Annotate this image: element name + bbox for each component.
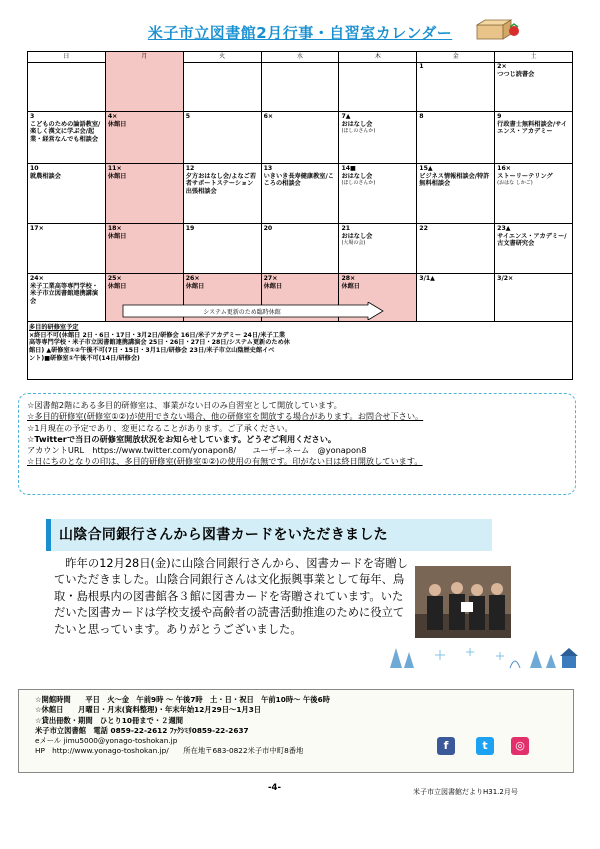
- closed-days-line: ☆休館日 月曜日・月末(資料整理)・年末年始12月29日〜1月3日: [35, 705, 262, 715]
- day-number: 2×: [497, 63, 507, 70]
- day-event: おはなし会: [341, 172, 373, 180]
- weekday-tue: 火: [184, 52, 262, 62]
- calendar-day-cell: [184, 164, 262, 223]
- day-number: 26×: [185, 275, 200, 282]
- day-number: 12: [185, 165, 195, 172]
- weekday-thu: 木: [339, 52, 417, 62]
- day-number: 27×: [263, 275, 278, 282]
- donation-photo: [415, 566, 511, 638]
- calendar-day-cell: [28, 224, 106, 273]
- day-number: 25×: [107, 275, 122, 282]
- calendar-day-cell: [262, 164, 340, 223]
- calendar-day-cell: [339, 112, 417, 163]
- calendar-day-cell: [495, 274, 572, 321]
- room-notes-heading: 多目的研修室予定: [29, 324, 79, 331]
- room-schedule-notes: [29, 324, 569, 363]
- room-notes-line: ント)■研修室①午後不可(14日/研修会): [29, 354, 140, 362]
- calendar-day-cell: [184, 224, 262, 273]
- day-event: 休館日: [341, 282, 360, 290]
- calendar-day-cell: [106, 164, 184, 223]
- day-number: 16×: [497, 165, 511, 172]
- day-event: おはなし会: [341, 232, 373, 240]
- calendar-day-cell: [262, 112, 340, 163]
- day-event: 休館日: [107, 120, 127, 128]
- day-event: 行政書士無料相談会/サイエンス・アカデミー: [497, 120, 568, 136]
- day-number: 22: [419, 225, 428, 232]
- calendar-day-cell: [417, 274, 495, 321]
- day-number: 10: [30, 165, 39, 172]
- calendar-day-cell: [417, 224, 495, 273]
- day-event-note: (ほしのさんか): [341, 180, 376, 187]
- newsletter-source: 米子市立図書館だよりH31.2月号: [413, 788, 518, 796]
- calendar-day-cell: [262, 62, 340, 111]
- page-number: -4-: [268, 783, 281, 793]
- library-info-text: [35, 695, 330, 757]
- event-calendar: [27, 51, 573, 380]
- twitter-icon[interactable]: t: [476, 737, 494, 755]
- day-event: こどものための論語教室/楽しく漢文に学ぶ会/起業・経営なんでも相談会: [30, 120, 101, 143]
- article-banner: 山陰合同銀行さんから図書カードをいただきました: [46, 519, 492, 551]
- weekday-wed: 水: [262, 52, 340, 62]
- hours-line: ☆開館時間 平日 火〜金 午前9時 〜 午後7時 土・日・祝日 午前10時〜 午後6時: [35, 695, 330, 704]
- calendar-day-cell: [106, 112, 184, 163]
- calendar-day-cell: [339, 224, 417, 273]
- day-number: 19: [185, 225, 195, 232]
- info-line: ☆日にちのとなりの印は、多目的研修室(研修室①②)の使用の有無です。印がない日は終日開放しています。: [27, 456, 423, 467]
- homepage-line[interactable]: HP http://www.yonago-toshokan.jp/ 所在地〒683-0822米子市中町8番地: [35, 746, 304, 756]
- day-event: いきいき長寿健康教室/こころの相談会: [263, 172, 334, 188]
- weekday-sun: 日: [28, 52, 106, 62]
- day-event: つつじ読書会: [497, 70, 535, 78]
- weekday-sat: 土: [530, 53, 537, 60]
- info-line: ☆多目的研修室(研修室①②)が使用できない場合、他の研修室を開放する場合があります。お問合せ下さい。: [27, 411, 424, 422]
- calendar-day-cell: [495, 164, 572, 223]
- day-number: 14■: [341, 165, 356, 172]
- day-event: 休館日: [263, 282, 283, 290]
- weekday-fri: 金: [417, 52, 495, 62]
- winter-trees-decoration: [380, 640, 585, 670]
- calendar-day-cell: [28, 274, 106, 321]
- calendar-day-cell: [417, 62, 495, 111]
- email-line[interactable]: eメール jimu5000@yonago-toshokan.jp: [35, 736, 178, 746]
- day-event-note: (おはな しかご): [497, 180, 533, 187]
- day-number: 23▲: [497, 225, 511, 232]
- day-number: 20: [263, 225, 273, 232]
- day-number: 9: [497, 113, 502, 120]
- facebook-icon[interactable]: f: [437, 737, 455, 755]
- calendar-week-row: [28, 112, 572, 164]
- day-number: 3: [30, 113, 35, 120]
- calendar-day-cell: [106, 62, 184, 111]
- day-number: 3/1▲: [419, 275, 435, 282]
- day-number: 24×: [30, 275, 44, 282]
- calendar-week-row: [28, 164, 572, 224]
- instagram-icon[interactable]: ◎: [511, 737, 529, 755]
- twitter-account-line[interactable]: アカウントURL https://www.twitter.com/yonapon8/ ユーザーネーム @yonapon8: [27, 445, 367, 456]
- info-line: ☆Twitterで当日の研修室開放状況をお知らせしています。どうぞご利用ください。: [27, 433, 337, 444]
- calendar-day-cell: [417, 112, 495, 163]
- study-room-info-box: [18, 393, 576, 495]
- room-notes-line: ×終日不可(休館日 2日・6日・17日・3月2日/研修会 16日/米子アカデミー 24日/米子工業: [29, 331, 286, 339]
- phone-line: 米子市立図書館 電話 0859-22-2612 ﾌｧｸｼﾐﾘ0859-22-2637: [35, 725, 249, 735]
- day-event: ビジネス情報相談会/特許無料相談会: [419, 172, 490, 188]
- info-line: ☆1月現在の予定であり、変更になることがあります。ご了承ください。: [27, 422, 293, 433]
- calendar-week-row: [28, 62, 572, 112]
- day-number: 28×: [341, 275, 356, 282]
- library-info-box: [18, 689, 574, 773]
- day-event-note: (ほしのさんか): [341, 128, 376, 135]
- page-title: 米子市立図書館2月行事・自習室カレンダー: [147, 24, 453, 42]
- day-event: 夕方おはなし会/よなご若者サポートステーション出張相談会: [185, 172, 257, 195]
- room-notes-line: 高等専門学校・米子市立図書館連携講演会 25日・26日・27日・28日/システム更新のため休: [29, 339, 290, 347]
- day-number: 3/2×: [497, 275, 514, 282]
- day-event-note: (大場の会): [341, 240, 366, 247]
- day-number: 13: [263, 165, 273, 172]
- day-number: 6×: [263, 113, 274, 120]
- room-notes-line: 館日) ▲研修室①②午後不可(7日・15日・3月1日/研修会 23日/米子市立山陰歴史館イベ: [29, 347, 275, 355]
- day-event: 休館日: [185, 282, 205, 290]
- day-event: 就農相談会: [30, 172, 61, 180]
- calendar-day-cell: [28, 112, 106, 163]
- day-event: 休館日: [107, 172, 127, 180]
- day-event: おはなし会: [341, 120, 373, 128]
- day-number: 18×: [107, 225, 122, 232]
- closure-arrow-label: システム更新のため臨時休館: [203, 309, 281, 316]
- closure-arrow: [122, 302, 384, 320]
- loan-limit-line: ☆貸出冊数・期間 ひとり10冊まで・２週間: [35, 715, 184, 725]
- day-number: 11×: [107, 165, 122, 172]
- gift-box-icon: [475, 19, 519, 41]
- calendar-day-cell: [28, 164, 106, 223]
- day-event: 休館日: [107, 282, 127, 290]
- calendar-day-cell: [417, 164, 495, 223]
- day-number: 7▲: [341, 113, 351, 120]
- day-number: 21: [341, 225, 351, 232]
- day-number: 8: [419, 113, 424, 120]
- calendar-day-cell: [28, 62, 106, 111]
- calendar-day-cell: [495, 112, 572, 163]
- article-body: 昨年の12月28日(金)に山陰合同銀行さんから、図書カードを寄贈していただきました。山陰合同銀行さんは文化振興事業として毎年、鳥取・島根県内の図書館各３館に図書カードを寄贈されています。いただいた図書カードは学校支援や高齢者の読書活動推進のために役立てたいと思っています。ありがとうございました。: [54, 557, 408, 636]
- calendar-day-cell: [339, 164, 417, 223]
- day-number: 5: [185, 113, 191, 120]
- day-number: 17×: [30, 225, 44, 232]
- day-event: ストーリーテリング: [497, 172, 553, 180]
- day-event: サイエンス・アカデミー/古文書研究会: [497, 232, 567, 248]
- day-number: 4×: [107, 113, 118, 120]
- info-line: ☆図書館2階にある多目的研修室は、事業がない日のみ自習室として開放しています。: [27, 400, 342, 410]
- calendar-day-cell: [106, 224, 184, 273]
- calendar-day-cell: [339, 62, 417, 111]
- calendar-week-row: [28, 224, 572, 274]
- day-event: 休館日: [107, 232, 127, 240]
- weekday-mon: 月: [106, 52, 184, 62]
- calendar-day-cell: [495, 62, 572, 111]
- calendar-day-cell: [184, 62, 262, 111]
- calendar-day-cell: [184, 112, 262, 163]
- calendar-day-cell: [262, 224, 340, 273]
- calendar-day-cell: [495, 224, 572, 273]
- day-event: 米子工業高等専門学校・米子市立図書館連携講演会: [30, 282, 99, 305]
- day-number: 1: [419, 63, 424, 70]
- day-number: 15▲: [419, 165, 433, 172]
